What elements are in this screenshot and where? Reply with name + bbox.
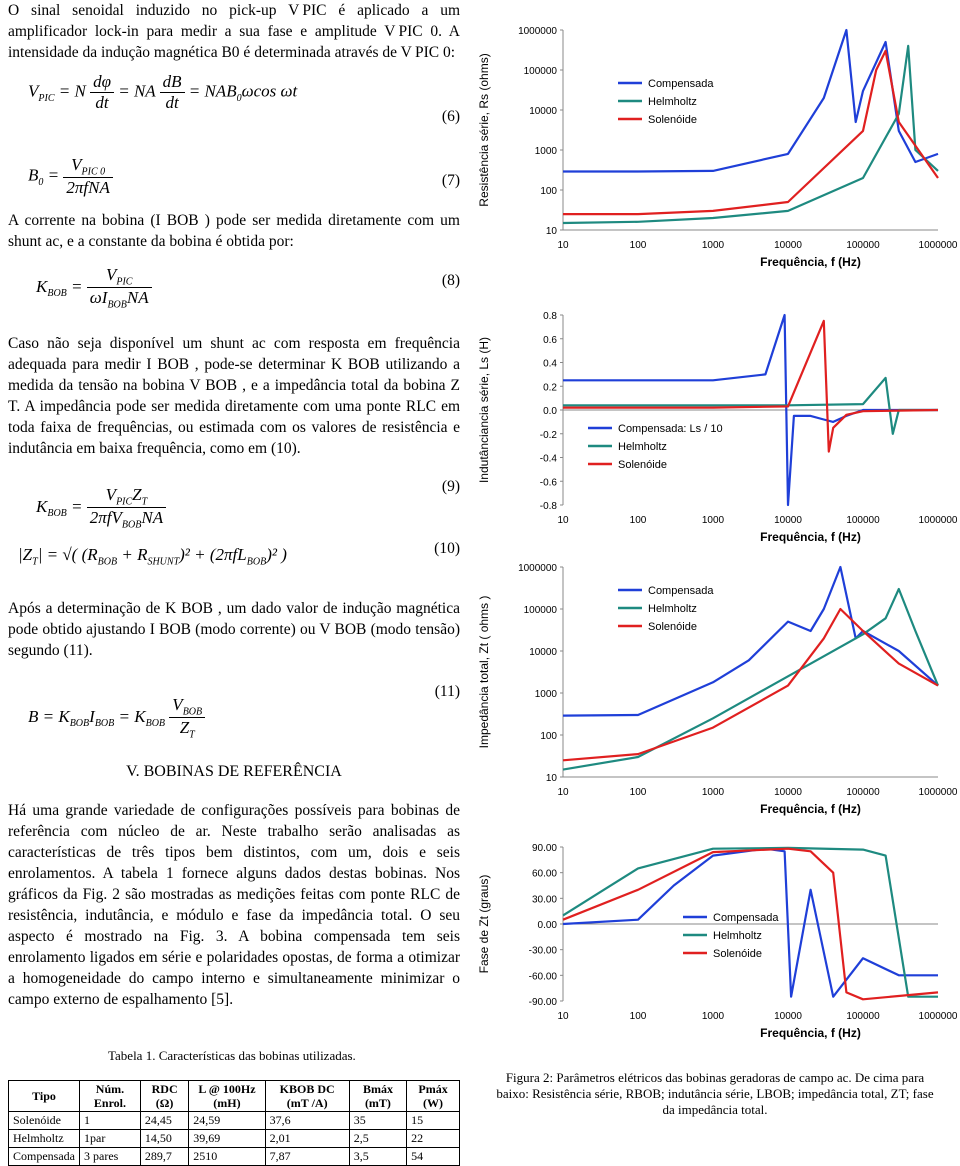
table-header-cell: KBOB DC (mT /A) <box>265 1081 349 1112</box>
table-cell: 289,7 <box>140 1148 188 1166</box>
phase-chart <box>468 835 960 1050</box>
table-header-cell: Tipo <box>9 1081 80 1112</box>
x-tick-label: 1000000 <box>918 1011 958 1022</box>
equation-8-number: (8) <box>441 272 460 289</box>
y-tick-label: 1000000 <box>518 563 557 574</box>
y-tick-label: 30.00 <box>531 894 557 906</box>
series-line <box>563 46 938 223</box>
table-cell: 1par <box>80 1130 141 1148</box>
table-cell: 35 <box>349 1112 406 1130</box>
y-tick-label: 1000 <box>534 689 557 700</box>
x-tick-label: 1000000 <box>918 787 958 798</box>
y-tick-label: 100 <box>540 731 557 742</box>
x-tick-label: 100000 <box>846 1011 880 1022</box>
legend-label: Solenóide <box>618 459 667 471</box>
table-cell: 24,59 <box>189 1112 265 1130</box>
y-tick-label: 10 <box>545 773 557 784</box>
equation-6: $V_{PIC} = N$ $\frac{d\varphi}{dt}$ = NA $\frac{dB}{dt}$ = $NAB_0\omega\cos$ ωt <box>28 72 298 112</box>
y-tick-label: 10000 <box>529 647 557 658</box>
inductance-chart <box>468 300 960 552</box>
resistance-chart <box>468 0 960 280</box>
table-row <box>9 1130 460 1148</box>
y-tick-label: -0.2 <box>539 429 557 441</box>
equation-11: $B = K_{BOB}I_{BOB} = K_{BOB}$ $\frac{V_{BOB}}{Z_T}$ <box>28 695 205 741</box>
y-tick-label: 0.0 <box>543 406 557 417</box>
y-tick-label: 0.4 <box>543 358 557 370</box>
series-line <box>563 589 938 770</box>
section-heading: V. BOBINAS DE REFERÊNCIA <box>126 763 342 780</box>
x-tick-label: 1000 <box>701 515 725 526</box>
paragraph-2: A corrente na bobina (I BOB ) pode ser medida diretamente com um shunt ac, e a constante da bobina é obtida por: <box>8 212 460 250</box>
paragraph-5: Há uma grande variedade de configurações possíveis para bobinas de referência com núcleo de ar. Neste trabalho serão analisadas as características de três tipos bem distintos, com um, dois e seis enrolamentos. A tabela 1 fornece alguns dados destas bobinas. Nos gráficos da Fig. 2 são mostradas as medições feitas com ponte RLC de resistência, indutância, e módulo e fase da impedância total. O seu aspecto é mostrado na Fig. 3. A bobina compensada tem seis enrolamento ligados em série e polaridades opostas, de forma a otimizar a homogeneidade do campo interno e simultaneamente minimizar o campo externo de espalhamento [5]. <box>8 802 460 1008</box>
y-tick-label: 0.2 <box>543 382 557 394</box>
y-tick-label: 1000000 <box>518 26 557 37</box>
table-cell: 2,01 <box>265 1130 349 1148</box>
x-axis-label: Frequência, f (Hz) <box>760 802 861 816</box>
table-cell: 2,5 <box>349 1130 406 1148</box>
table-cell: 37,6 <box>265 1112 349 1130</box>
series-line <box>563 609 938 760</box>
series-line <box>563 51 938 214</box>
table-row <box>9 1148 460 1166</box>
legend-label: Solenóide <box>713 948 762 960</box>
legend-label: Solenóide <box>648 114 697 126</box>
table-header-cell: L @ 100Hz (mH) <box>189 1081 265 1112</box>
table-cell: 39,69 <box>189 1130 265 1148</box>
y-tick-label: 10 <box>545 226 557 237</box>
equation-10: $|Z_T|$ = √( $(R_{BOB} + R_{SHUNT})^2 + (2\pi fL_{BOB})^2$ ) <box>18 545 287 568</box>
legend-label: Helmholtz <box>713 930 762 942</box>
table-cell: Compensada <box>9 1148 80 1166</box>
legend-label: Compensada <box>648 78 714 90</box>
legend-label: Compensada <box>648 585 714 597</box>
legend-label: Helmholtz <box>648 603 697 615</box>
x-tick-label: 1000 <box>701 1011 725 1022</box>
legend-label: Helmholtz <box>648 96 697 108</box>
x-tick-label: 1000 <box>701 787 725 798</box>
legend-label: Solenóide <box>648 621 697 633</box>
table-cell: 7,87 <box>265 1148 349 1166</box>
y-tick-label: -0.6 <box>539 477 557 489</box>
x-tick-label: 10 <box>557 240 569 251</box>
paragraph-3: Caso não seja disponível um shunt ac com resposta em frequência adequada para medir I BOB , pode-se determinar K BOB utilizando a medida da tensão na bobina V BOB , e a impedância total da bobina Z T. A impedância pode ser medida diretamente com uma ponte RLC em toda faixa de frequências, ou estimada com os valores de resistência e indutância em baixa frequência, como em (10). <box>8 335 460 457</box>
legend-label: Compensada <box>713 912 779 924</box>
x-tick-label: 100 <box>629 515 647 526</box>
equation-9: $K_{BOB}$ = $\frac{V_{PIC}Z_T}{2\pi fV_{BOB}NA}$ <box>36 485 166 531</box>
x-tick-label: 1000 <box>701 240 725 251</box>
x-tick-label: 10000 <box>774 787 802 798</box>
y-tick-label: 60.00 <box>531 868 557 880</box>
y-tick-label: 100 <box>540 186 557 197</box>
x-tick-label: 10 <box>557 515 569 526</box>
table-cell: Helmholtz <box>9 1130 80 1148</box>
figure-column <box>468 0 960 1165</box>
y-tick-label: 0.6 <box>543 334 557 346</box>
x-tick-label: 100000 <box>846 515 880 526</box>
x-tick-label: 10000 <box>774 240 802 251</box>
y-tick-label: -30.00 <box>528 945 557 957</box>
table-cell: 1 <box>80 1112 141 1130</box>
y-tick-label: -0.4 <box>539 453 557 465</box>
equation-9-number: (9) <box>441 478 460 495</box>
y-tick-label: -0.8 <box>539 501 557 512</box>
figure-caption: Figura 2: Parâmetros elétricos das bobinas geradoras de campo ac. De cima para baixo: Resistência série, RBOB; indutância série, LBOB; impedância total, ZT; fase da impedância total. <box>496 1070 934 1117</box>
x-tick-label: 1000000 <box>918 515 958 526</box>
legend-label: Helmholtz <box>618 441 667 453</box>
equation-6-number: (6) <box>441 108 460 125</box>
table-header-cell: Bmáx (mT) <box>349 1081 406 1112</box>
y-tick-label: 90.00 <box>531 843 557 854</box>
x-tick-label: 10 <box>557 787 569 798</box>
x-tick-label: 10000 <box>774 515 802 526</box>
y-tick-label: 0.8 <box>543 311 557 322</box>
x-axis-label: Frequência, f (Hz) <box>760 530 861 544</box>
y-axis-label: Fase de Zt (graus) <box>477 874 491 974</box>
x-tick-label: 100 <box>629 1011 647 1022</box>
table-cell: 54 <box>407 1148 460 1166</box>
y-tick-label: 10000 <box>529 106 557 117</box>
x-axis-label: Frequência, f (Hz) <box>760 255 861 269</box>
table-header-cell: RDC (Ω) <box>140 1081 188 1112</box>
table-cell: 22 <box>407 1130 460 1148</box>
paragraph-1: O sinal senoidal induzido no pick-up V PIC é aplicado a um amplificador lock-in para medir a sua fase e amplitude V PIC 0. A intensidade da indução magnética B0 é determinada através de V PIC 0: <box>8 2 460 61</box>
equation-10-number: (10) <box>434 540 460 557</box>
table-header-cell: Pmáx (W) <box>407 1081 460 1112</box>
x-tick-label: 100000 <box>846 240 880 251</box>
y-tick-label: 1000 <box>534 146 557 157</box>
y-tick-label: 100000 <box>523 605 557 616</box>
table-header-cell: Núm. Enrol. <box>80 1081 141 1112</box>
y-axis-label: Indutânciancia série, Ls (H) <box>477 336 491 484</box>
x-tick-label: 100 <box>629 787 647 798</box>
paragraph-4: Após a determinação de K BOB , um dado valor de indução magnética pode obtido ajustando I BOB (modo corrente) ou V BOB (modo tensão) segundo (11). <box>8 600 460 659</box>
table-body <box>9 1112 460 1166</box>
x-tick-label: 100 <box>629 240 647 251</box>
impedance-chart <box>468 555 960 823</box>
table-cell: 2510 <box>189 1148 265 1166</box>
x-tick-label: 1000000 <box>918 240 958 251</box>
table-row <box>9 1112 460 1130</box>
y-tick-label: -90.00 <box>528 997 557 1008</box>
table-cell: Solenóide <box>9 1112 80 1130</box>
equation-7-number: (7) <box>441 172 460 189</box>
legend-label: Compensada: Ls / 10 <box>618 423 723 435</box>
x-tick-label: 100000 <box>846 787 880 798</box>
table-cell: 3,5 <box>349 1148 406 1166</box>
table-cell: 15 <box>407 1112 460 1130</box>
x-axis-label: Frequência, f (Hz) <box>760 1026 861 1040</box>
y-tick-label: -60.00 <box>528 971 557 983</box>
coil-table <box>8 1080 460 1166</box>
equation-11-number: (11) <box>434 683 460 700</box>
table-cell: 3 pares <box>80 1148 141 1166</box>
y-tick-label: 100000 <box>523 66 557 77</box>
x-tick-label: 10000 <box>774 1011 802 1022</box>
table-cell: 24,45 <box>140 1112 188 1130</box>
table-caption: Tabela 1. Características das bobinas utilizadas. <box>108 1048 356 1063</box>
y-axis-label: Impedância total, Zt ( ohms ) <box>477 595 491 749</box>
x-tick-label: 10 <box>557 1011 569 1022</box>
equation-7: $B_0$ = $\frac{V_{PIC 0}}{\text{2πfNA}}$ <box>28 155 113 198</box>
table-cell: 14,50 <box>140 1130 188 1148</box>
equation-8: $K_{BOB}$ = $\frac{V_{PIC}}{\omega I_{BOB}NA}$ <box>36 265 152 311</box>
y-axis-label: Resistência série, Rs (ohms) <box>477 53 491 207</box>
y-tick-label: 0.00 <box>537 920 557 931</box>
table-header-row <box>9 1081 460 1112</box>
